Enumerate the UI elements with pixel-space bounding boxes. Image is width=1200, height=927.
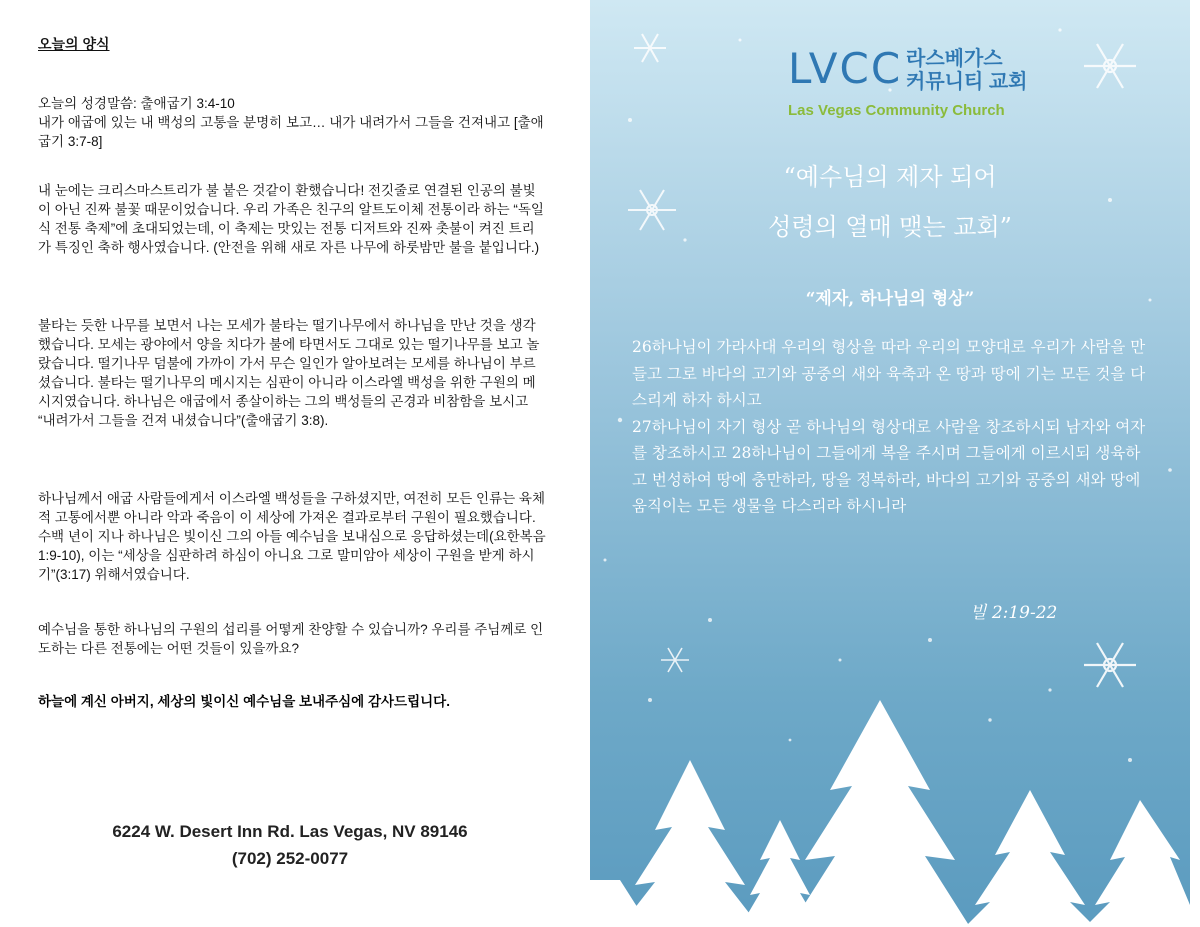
church-motto: [700, 152, 1080, 252]
section-heading: 오늘의 양식: [38, 36, 110, 52]
story-paragraph: 내 눈에는 크리스마스트리가 불 붙은 것같이 환했습니다! 전깃줄로 연결된 인공의 불빛이 아닌 진짜 불꽃 때문이었습니다. 우리 가족은 친구의 알트도이체 전통이라 하는 “독일식 전통 축제”에 초대되었는데, 이 축제는 맛있는 전통 디저트와 진짜 촛불이 켜진 트리가 특징인 축하 행사였습니다. (안전을 위해 새로 자른 나무에 하룻밤만 불을 붙입니다.): [38, 183, 544, 255]
reflection-paragraph: 불타는 듯한 나무를 보면서 나는 모세가 불타는 떨기나무에서 하나님을 만난 것을 생각했습니다. 모세는 광야에서 양을 치다가 불에 타면서도 그대로 있는 떨기나무를 보고 놀랐습니다. 떨기나무 덤불에 가까이 가서 무슨 일인가 알아보려는 모세를 하나님이 부르셨습니다. 불타는 떨기나무의 메시지는 심판이 아니라 이스라엘 백성을 위한 구원의 메시지였습니다. 하나님은 애굽에서 종살이하는 그의 백성들의 곤경과 비참함을 보시고 “내려가서 그들을 건져 내셨습니다”(출애굽기 3:8).: [38, 318, 540, 428]
scripture-passage: 26하나님이 가라사대 우리의 형상을 따라 우리의 모양대로 우리가 사람을 만들고 그로 바다의 고기와 공중의 새와 육축과 온 땅과 땅에 기는 모든 것을 다스리게 하자 하시고 27하나님이 자기 형상 곧 하나님의 형상대로 사람을 창조하시되 남자와 여자를 창조하시고 28하나님이 그들에게 복을 주시며 그들에게 이르시되 생육하고 번성하여 땅에 충만하라, 땅을 정복하라, 바다의 고기와 공중의 새와 땅에 움직이는 모든 생물을 다스리라 하시니라: [632, 338, 1146, 515]
snowflake-icon: [661, 648, 689, 672]
salvation-paragraph: 하나님께서 애굽 사람들에게서 이스라엘 백성들을 구하셨지만, 여전히 모든 인류는 육체적 고통에서뿐 아니라 악과 죽음이 이 세상에 가져온 결과로부터 구원이 필요했습니다. 수백 년이 지나 하나님은 빛이신 그의 아들 예수님을 보내심으로 응답하셨는데(요한복음 1:9-10), 이는 “세상을 심판하려 하심이 아니요 그로 말미암아 세상이 구원을 받게 하시기”(3:17) 위해서였습니다.: [38, 491, 546, 582]
snowflake-icon: [1084, 44, 1136, 88]
church-logo: [788, 44, 1058, 124]
logo-mark: LVCC: [788, 44, 903, 93]
cover-panel: [590, 0, 1190, 927]
motto-line: “예수님의 제자 되어: [783, 163, 997, 191]
church-address: [50, 818, 530, 872]
logo-english-name: Las Vegas Community Church: [788, 102, 1005, 119]
address-line: 6224 W. Desert Inn Rd. Las Vegas, NV 89146: [112, 822, 468, 841]
logo-korean-line: 커뮤니티 교회: [906, 71, 1028, 93]
sermon-subtitle: “제자, 하나님의 형상”: [805, 289, 975, 309]
logo-korean-name: [906, 48, 1056, 94]
prayer-text: 하늘에 계신 아버지, 세상의 빛이신 예수님을 보내주심에 감사드립니다.: [38, 694, 450, 709]
snowflake-icon: [628, 190, 676, 230]
scripture-reading-paragraph: 오늘의 성경말씀: 출애굽기 3:4-10 내가 애굽에 있는 내 백성의 고통을 분명히 보고… 내가 내려가서 그들을 건져내고 [출애굽기 3:7-8]: [38, 96, 544, 149]
logo-korean-line: 라스베가스: [906, 48, 1003, 70]
question-paragraph: 예수님을 통한 하나님의 구원의 섭리를 어떻게 찬양할 수 있습니까? 우리를 주님께로 인도하는 다른 전통에는 어떤 것들이 있을까요?: [38, 622, 544, 656]
left-panel: [0, 0, 580, 927]
snowflake-icon: [1084, 643, 1136, 687]
snow-trees: [590, 700, 1190, 927]
motto-line: 성령의 열매 맺는 교회”: [768, 213, 1012, 241]
phone-number: (702) 252-0077: [231, 849, 349, 868]
scripture-reference: 빌 2:19-22: [970, 603, 1058, 623]
snowflake-icon: [634, 34, 666, 62]
